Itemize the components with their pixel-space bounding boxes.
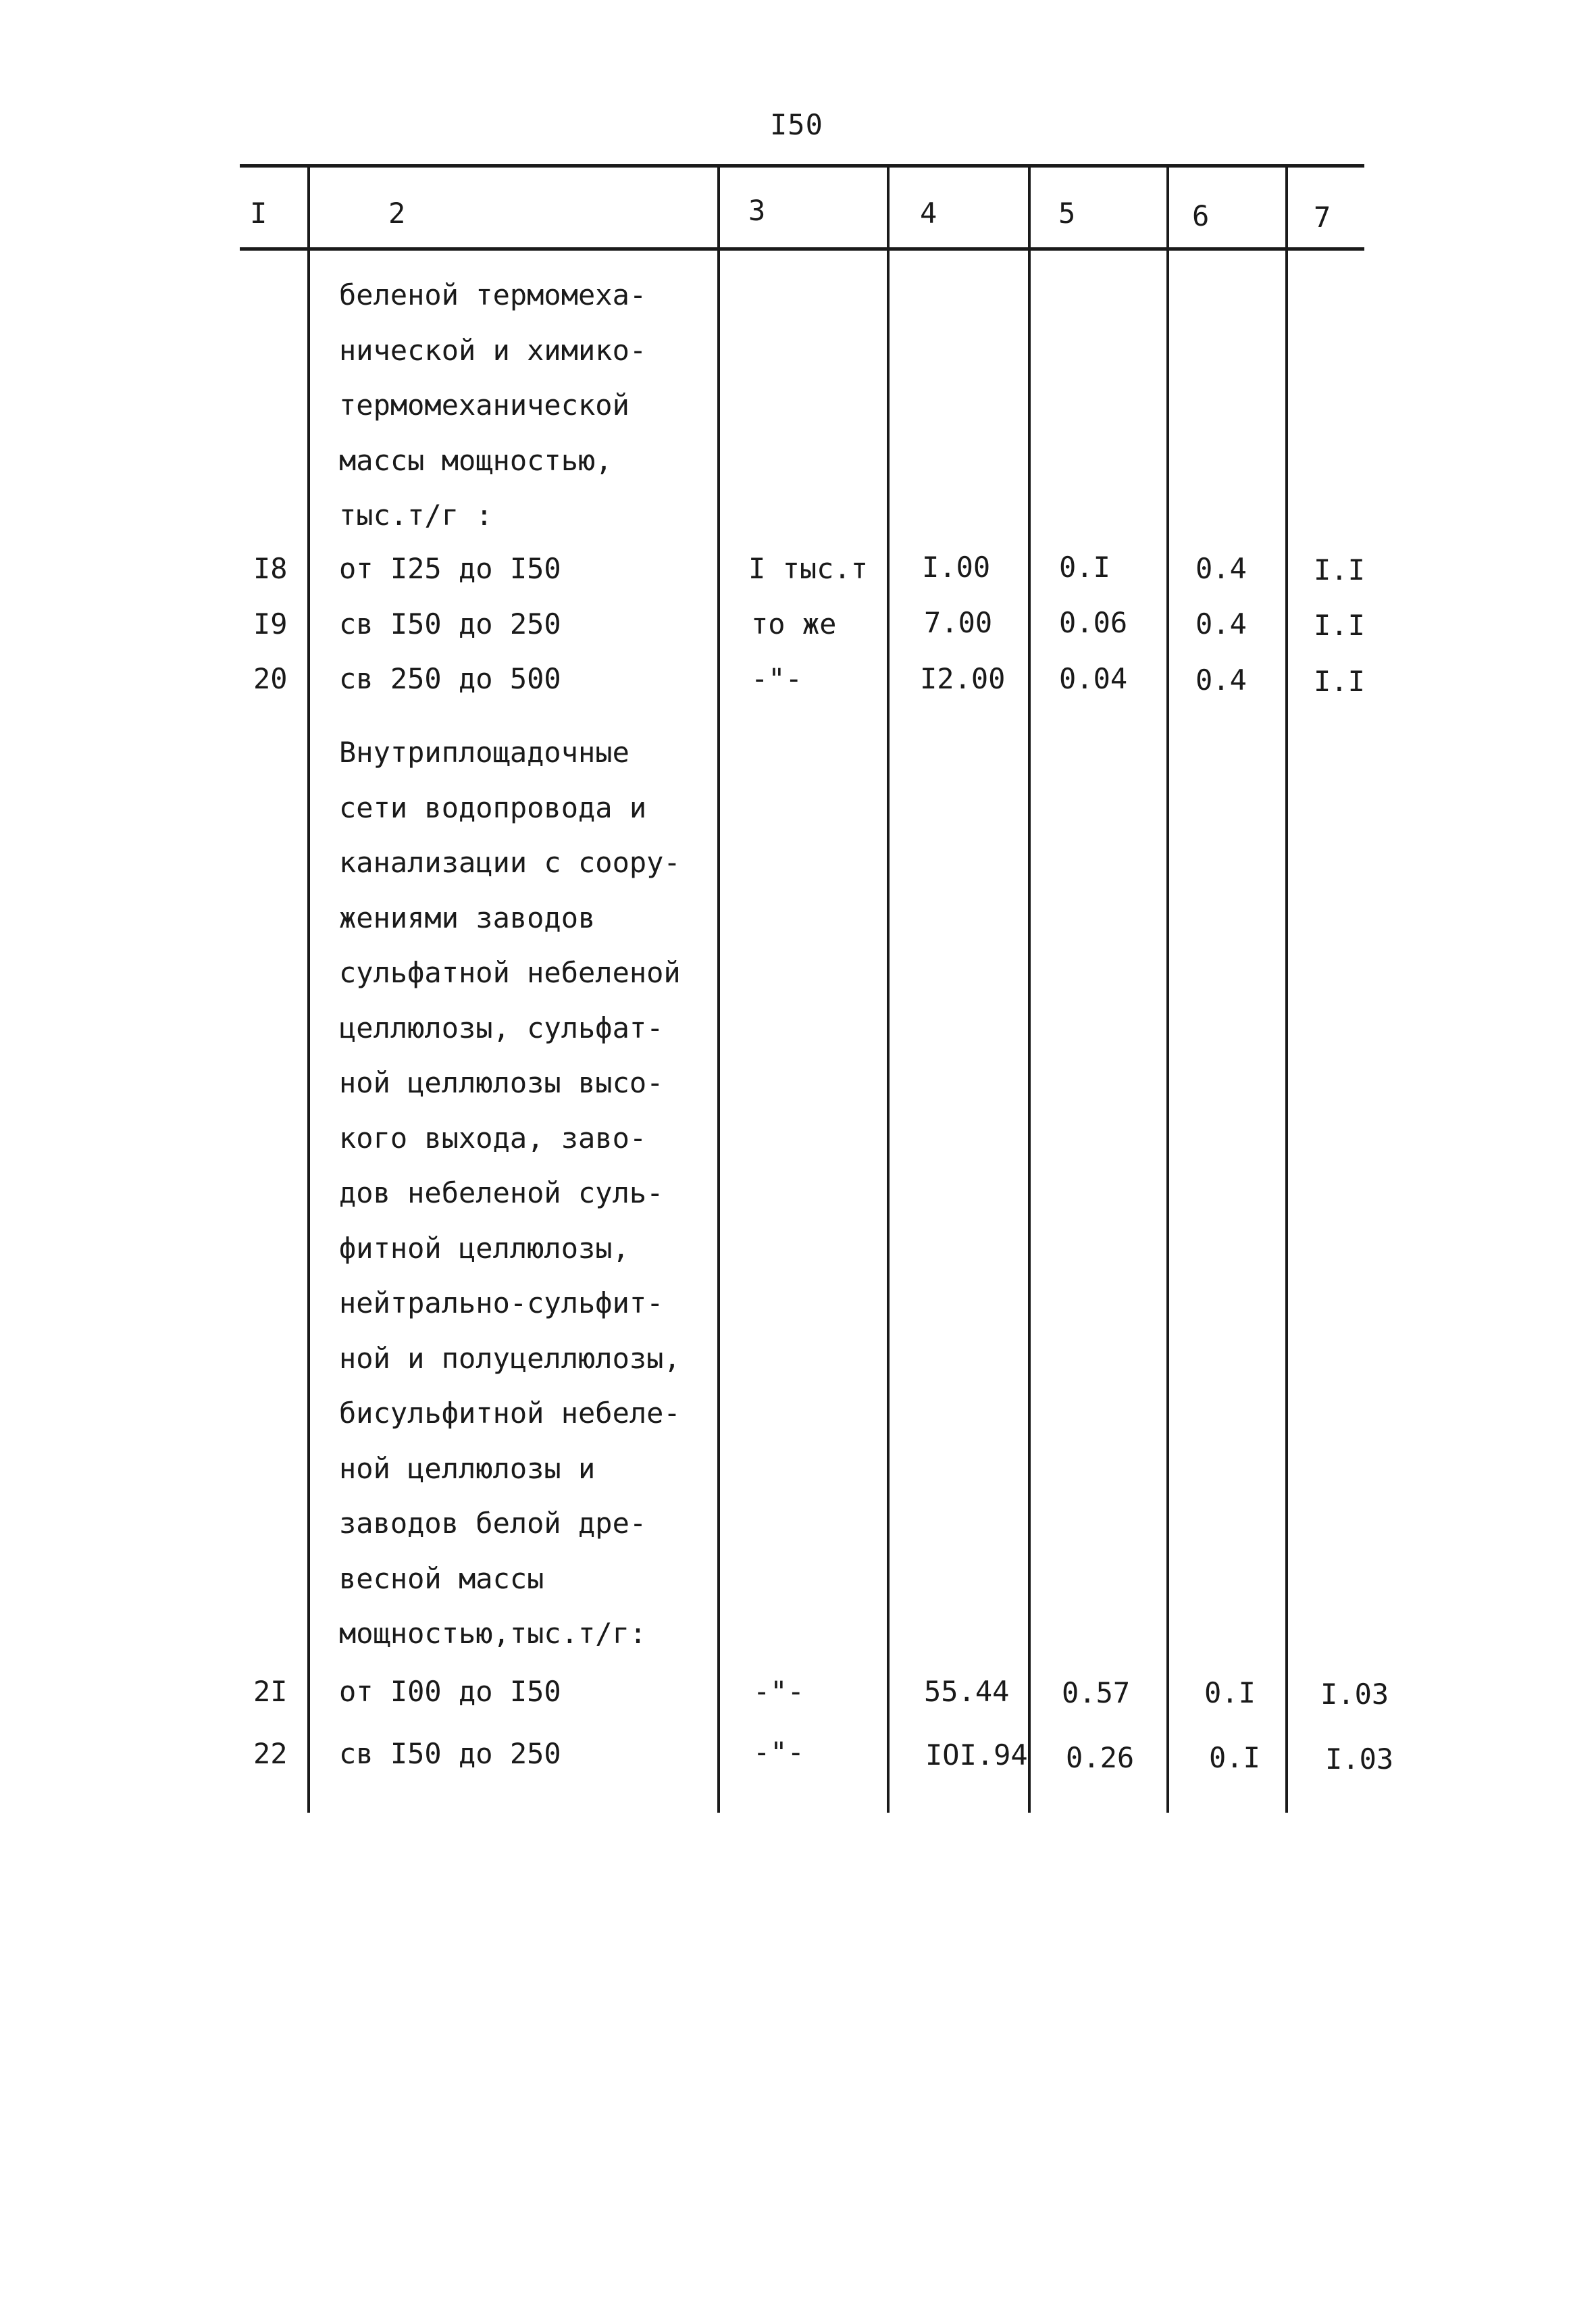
- column-divider: [717, 168, 720, 1813]
- row-value-c7: I.I: [1314, 609, 1365, 642]
- description-line: кого выхода, заво-: [339, 1121, 647, 1155]
- description-line: ной целлюлозы и: [339, 1451, 596, 1485]
- description-line: мощностью,тыс.т/г:: [339, 1617, 647, 1650]
- description-line: весной массы: [339, 1561, 544, 1595]
- description-line: ной целлюлозы высо-: [339, 1066, 664, 1099]
- group-description: [339, 268, 704, 543]
- description-line: жениями заводов: [339, 901, 596, 934]
- column-header-5: 5: [1058, 197, 1076, 230]
- row-number: I9: [253, 607, 288, 640]
- description-line: сульфатной небеленой: [339, 956, 681, 989]
- description-line: тыс.т/г :: [339, 499, 493, 532]
- column-header-2: 2: [388, 197, 406, 230]
- row-value-c6: 0.4: [1195, 552, 1247, 585]
- column-header-1: I: [250, 197, 267, 230]
- description-line: ной и полуцеллюлозы,: [339, 1341, 681, 1375]
- row-value-c6: 0.4: [1195, 663, 1247, 697]
- row-unit: -"-: [753, 1675, 804, 1708]
- row-unit: то же: [751, 607, 837, 640]
- table-header-rule: [240, 247, 1364, 251]
- description-line: целлюлозы, сульфат-: [339, 1011, 664, 1045]
- column-divider: [1166, 168, 1169, 1813]
- row-value-c6: 0.I: [1204, 1676, 1256, 1709]
- description-line: нейтрально-сульфит-: [339, 1286, 664, 1319]
- column-header-6: 6: [1192, 199, 1210, 232]
- row-description: св 250 до 500: [339, 662, 561, 695]
- row-value-c5: 0.26: [1066, 1741, 1135, 1774]
- row-value-c5: 0.I: [1059, 551, 1110, 584]
- page-number: I50: [770, 108, 823, 141]
- row-value-c4: I.00: [922, 551, 991, 584]
- row-number: 2I: [253, 1675, 288, 1708]
- row-unit: -"-: [753, 1736, 804, 1769]
- row-unit: -"-: [751, 662, 802, 695]
- row-value-c7: I.03: [1320, 1678, 1389, 1711]
- row-value-c7: I.I: [1314, 665, 1365, 698]
- description-line: заводов белой дре-: [339, 1507, 647, 1540]
- group-description: [339, 725, 704, 1661]
- description-line: нической и химико-: [339, 333, 647, 367]
- row-number: 22: [253, 1737, 288, 1770]
- description-line: Внутриплощадочные: [339, 736, 629, 769]
- row-value-c5: 0.57: [1062, 1676, 1131, 1709]
- row-value-c4: I2.00: [920, 662, 1006, 695]
- description-line: фитной целлюлозы,: [339, 1231, 629, 1265]
- column-header-3: 3: [748, 194, 766, 227]
- description-line: бисульфитной небеле-: [339, 1397, 681, 1430]
- row-number: 20: [253, 662, 288, 695]
- row-description: от I25 до I50: [339, 552, 561, 585]
- row-value-c4: 55.44: [924, 1675, 1010, 1708]
- column-header-4: 4: [920, 197, 937, 230]
- row-value-c7: I.I: [1314, 553, 1365, 586]
- column-divider: [1285, 168, 1288, 1813]
- row-value-c6: 0.4: [1195, 607, 1247, 640]
- description-line: дов небеленой суль-: [339, 1176, 664, 1209]
- description-line: канализации с соору-: [339, 846, 681, 879]
- row-value-c7: I.03: [1325, 1742, 1394, 1776]
- row-value-c4: 7.00: [924, 606, 993, 639]
- description-line: термомеханической: [339, 388, 629, 422]
- description-line: сети водопровода и: [339, 790, 647, 824]
- table-top-rule: [240, 164, 1364, 168]
- row-value-c5: 0.06: [1059, 606, 1128, 639]
- row-number: I8: [253, 552, 288, 585]
- column-divider: [307, 168, 310, 1813]
- row-value-c4: IOI.94: [925, 1738, 1028, 1771]
- column-divider: [1028, 168, 1031, 1813]
- row-description: св I50 до 250: [339, 607, 561, 640]
- row-description: св I50 до 250: [339, 1737, 561, 1770]
- column-divider: [887, 168, 890, 1813]
- description-line: массы мощностью,: [339, 443, 613, 477]
- row-description: от I00 до I50: [339, 1675, 561, 1708]
- row-unit: I тыс.т: [748, 552, 869, 585]
- column-header-7: 7: [1314, 201, 1331, 234]
- row-value-c5: 0.04: [1059, 662, 1128, 695]
- row-value-c6: 0.I: [1209, 1741, 1260, 1774]
- description-line: беленой термомеха-: [339, 278, 647, 311]
